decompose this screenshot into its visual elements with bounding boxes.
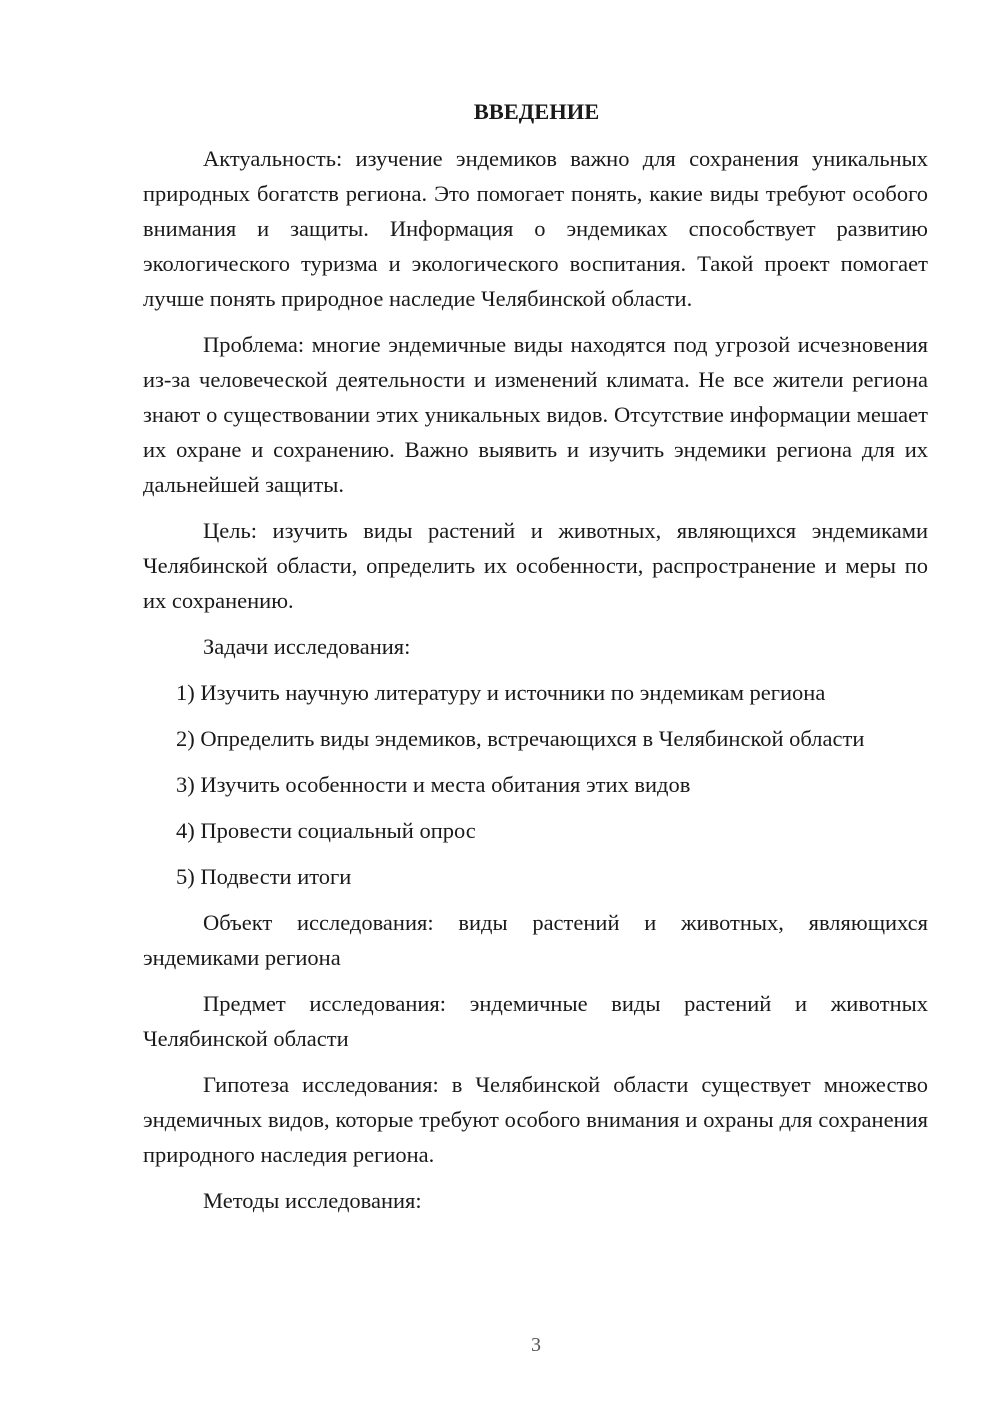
task-item-3: 3) Изучить особенности и места обитания этих видов xyxy=(176,772,691,797)
section-title: ВВЕДЕНИЕ xyxy=(473,99,600,124)
object-paragraph: Объект исследования: виды растений и животных, являющихся эндемиками региона xyxy=(143,910,928,970)
goal-paragraph: Цель: изучить виды растений и животных, являющихся эндемиками Челябинской области, определить их особенности, распространение и меры по их сохранению. xyxy=(143,518,928,613)
page-number: 3 xyxy=(531,1334,541,1356)
hypothesis-paragraph: Гипотеза исследования: в Челябинской области существует множество эндемичных видов, которые требуют особого внимания и охраны для сохранения природного наследия региона. xyxy=(143,1072,928,1167)
task-item-4: 4) Провести социальный опрос xyxy=(176,818,476,843)
task-item-2: 2) Определить виды эндемиков, встречающихся в Челябинской области xyxy=(176,726,865,751)
tasks-heading: Задачи исследования: xyxy=(203,634,411,659)
task-item-1: 1) Изучить научную литературу и источники по эндемикам региона xyxy=(176,680,826,705)
problem-paragraph: Проблема: многие эндемичные виды находятся под угрозой исчезновения из-за человеческой деятельности и изменений климата. Не все жители региона знают о существовании этих уникальных видов. Отсутствие информации мешает их охране и сохранению. Важно выявить и изучить эндемики региона для их дальнейшей защиты. xyxy=(143,332,928,497)
document-page xyxy=(143,94,928,1229)
relevance-paragraph: Актуальность: изучение эндемиков важно для сохранения уникальных природных богатств региона. Это помогает понять, какие виды требуют особого внимания и защиты. Информация о эндемиках способствует развитию экологического туризма и экологического воспитания. Такой проект помогает лучше понять природное наследие Челябинской области. xyxy=(143,146,928,311)
methods-heading: Методы исследования: xyxy=(203,1188,422,1213)
subject-paragraph: Предмет исследования: эндемичные виды растений и животных Челябинской области xyxy=(143,991,928,1051)
task-item-5: 5) Подвести итоги xyxy=(176,864,352,889)
